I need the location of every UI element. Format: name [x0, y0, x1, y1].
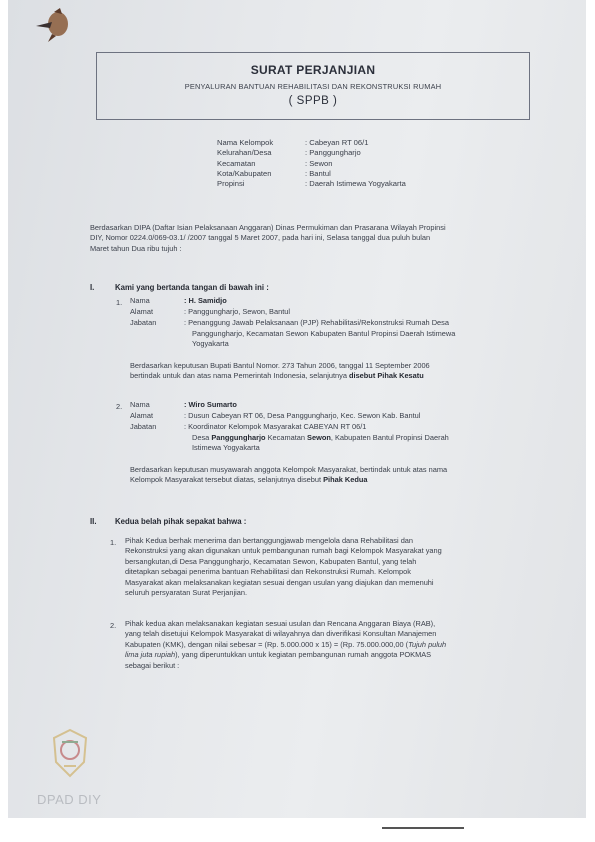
info-value: : Bantul	[305, 168, 331, 178]
party-2-number-label: 2.	[116, 402, 123, 411]
footer-rule	[382, 827, 464, 829]
info-value: : Panggungharjo	[305, 148, 361, 158]
item-line: bersangkutan,di Desa Panggungharjo, Kecamatan Sewon, Kabupaten Bantul, yang telah	[125, 556, 417, 566]
info-row	[217, 138, 406, 148]
party-1-name-row	[130, 296, 504, 306]
provincial-seal-icon	[50, 728, 90, 780]
item-line: Masyarakat akan melaksanakan kegiatan sesuai dengan usulan yang diajukan dan memenuhi	[125, 577, 434, 587]
basis-line	[130, 371, 540, 381]
party-2-name-row	[130, 400, 504, 410]
field-value: : Penanggung Jawab Pelaksanaan (PJP) Rehabilitasi/Rekonstruksi Rumah Desa	[184, 318, 449, 327]
party-1-position-row	[130, 318, 524, 328]
group-info	[217, 138, 406, 189]
section-heading-text: Kedua belah pihak sepakat bahwa :	[115, 517, 247, 526]
continued-line: Panggungharjo, Kecamatan Sewon Kabupaten Bantul Propinsi Daerah Istimewa	[192, 329, 456, 338]
info-row	[217, 169, 406, 179]
field-key: Alamat	[130, 411, 154, 420]
item-line: ditetapkan sebagai penerima bantuan Rehabilitasi dan Rekonstruksi Rumah. Kelompok	[125, 567, 411, 577]
item-line: seluruh persyaratan Surat Perjanjian.	[125, 588, 248, 598]
item-line: Pihak Kedua berhak menerima dan bertanggungjawab mengelola dana Rehabilitasi dan	[125, 536, 414, 545]
item-2-number: 2.	[110, 621, 117, 630]
item-1-number: 1.	[110, 538, 117, 547]
info-label: Kecamatan	[217, 158, 256, 168]
document-title: SURAT PERJANJIAN	[250, 63, 376, 77]
item-2-text	[125, 619, 550, 671]
district-name: Sewon	[307, 433, 331, 442]
party-2-position-continued	[192, 433, 532, 454]
village-name: Panggungharjo	[211, 433, 266, 442]
field-key: Jabatan	[130, 422, 157, 431]
section-heading-text: Kami yang bertanda tangan di bawah ini :	[115, 283, 269, 292]
amount-in-words: lima juta rupiah	[125, 650, 176, 660]
document-subtitle: PENYALURAN BANTUAN REHABILITASI DAN REKONSTRUKSI RUMAH	[184, 82, 442, 91]
intro-line: Berdasarkan DIPA (Daftar Isian Pelaksanaan Anggaran) Dinas Permukiman dan Prasarana Wilayah Propinsi	[90, 223, 446, 232]
info-label: Kelurahan/Desa	[217, 148, 272, 158]
info-label: Propinsi	[217, 179, 245, 189]
item-1-text	[125, 536, 545, 598]
party-2-address-row	[130, 411, 524, 421]
party-1-basis	[130, 361, 540, 382]
info-label: Nama Kelompok	[217, 138, 274, 147]
info-row	[217, 159, 406, 169]
section-1-heading	[90, 283, 269, 292]
archive-watermark: DPAD DIY	[37, 792, 102, 807]
basis-line: Berdasarkan keputusan Bupati Bantul Nomor. 273 Tahun 2006, tanggal 11 September 2006	[130, 361, 430, 370]
document-code: ( SPPB )	[288, 95, 338, 107]
continued-line: Yogyakarta	[192, 339, 229, 349]
item-line: Pihak kedua akan melaksanakan kegiatan sesuai usulan dan Rencana Anggaran Biaya (RAB),	[125, 619, 436, 628]
basis-line: Berdasarkan keputusan musyawarah anggota Kelompok Masyarakat, bertindak untuk atas nama	[130, 465, 448, 474]
item-line	[125, 640, 550, 650]
party-designation: Pihak Kedua	[323, 475, 368, 485]
party-1-number: 1.	[116, 298, 123, 307]
basis-text: bertindak untuk dan atas nama Pemerintah Indonesia, selanjutnya	[130, 371, 347, 381]
info-value: : Sewon	[305, 158, 333, 168]
amount-in-words: Tujuh puluh	[408, 639, 447, 649]
party-2-position-row	[130, 422, 504, 432]
field-key: Jabatan	[130, 318, 157, 327]
item-line	[125, 650, 550, 660]
field-value: : H. Samidjo	[184, 296, 227, 305]
party-2-basis	[130, 465, 540, 486]
field-value: : Panggungharjo, Sewon, Bantul	[184, 307, 291, 316]
field-value: : Wiro Sumarto	[184, 400, 237, 409]
party-1-address-row	[130, 307, 504, 317]
info-value: : Cabeyan RT 06/1	[305, 138, 369, 147]
item-line: sebagai berikut :	[125, 660, 180, 670]
item-line: Rekonstruksi yang akan digunakan untuk pembangunan rumah bagi Kelompok Masyarakat yang	[125, 546, 442, 556]
section-2-heading	[90, 517, 246, 526]
title-box	[96, 52, 530, 120]
continued-line: Istimewa Yogyakarta	[192, 443, 260, 453]
intro-paragraph	[90, 223, 550, 254]
text: Kabupaten (KMK), dengan nilai sebesar = (Rp. 5.000.000 x 15) = (Rp. 75.000.000,00 (	[125, 639, 409, 649]
info-row	[217, 148, 406, 158]
intro-line: Maret tahun Dua ribu tujuh :	[90, 243, 182, 253]
text: , Kabupaten Bantul Propinsi Daerah	[330, 433, 449, 442]
basis-text: Kelompok Masyarakat tersebut diatas, selanjutnya disebut	[130, 475, 322, 485]
intro-line: DIY, Nomor 0224.0/069-03.1/ /2007 tanggal 5 Maret 2007, pada hari ini, Selasa tanggal dua puluh bulan	[90, 233, 431, 243]
item-line: yang telah disetujui Kelompok Masyarakat di wilayahnya dan diverifikasi Konsultan Manajemen	[125, 629, 437, 639]
info-value: : Daerah Istimewa Yogyakarta	[305, 179, 406, 189]
basis-line	[130, 475, 540, 485]
field-value: : Dusun Cabeyan RT 06, Desa Panggungharjo, Kec. Sewon Kab. Bantul	[184, 411, 421, 420]
bird-insect-mark-icon	[34, 4, 74, 44]
text: Desa	[192, 433, 210, 442]
info-label: Kota/Kabupaten	[217, 168, 272, 178]
field-key: Alamat	[130, 307, 154, 316]
field-key: Nama	[130, 400, 150, 409]
section-number: I.	[90, 283, 95, 292]
party-designation: disebut Pihak Kesatu	[349, 371, 424, 381]
section-number: II.	[90, 517, 97, 526]
text: ), yang diperuntukkan untuk kegiatan pembangunan rumah anggota POKMAS	[175, 650, 432, 660]
party-1-position-continued	[192, 329, 532, 350]
text: Kecamatan	[267, 433, 305, 442]
continued-line	[192, 433, 532, 443]
field-key: Nama	[130, 296, 150, 305]
info-row	[217, 179, 406, 189]
field-value: : Koordinator Kelompok Masyarakat CABEYAN RT 06/1	[184, 422, 367, 431]
